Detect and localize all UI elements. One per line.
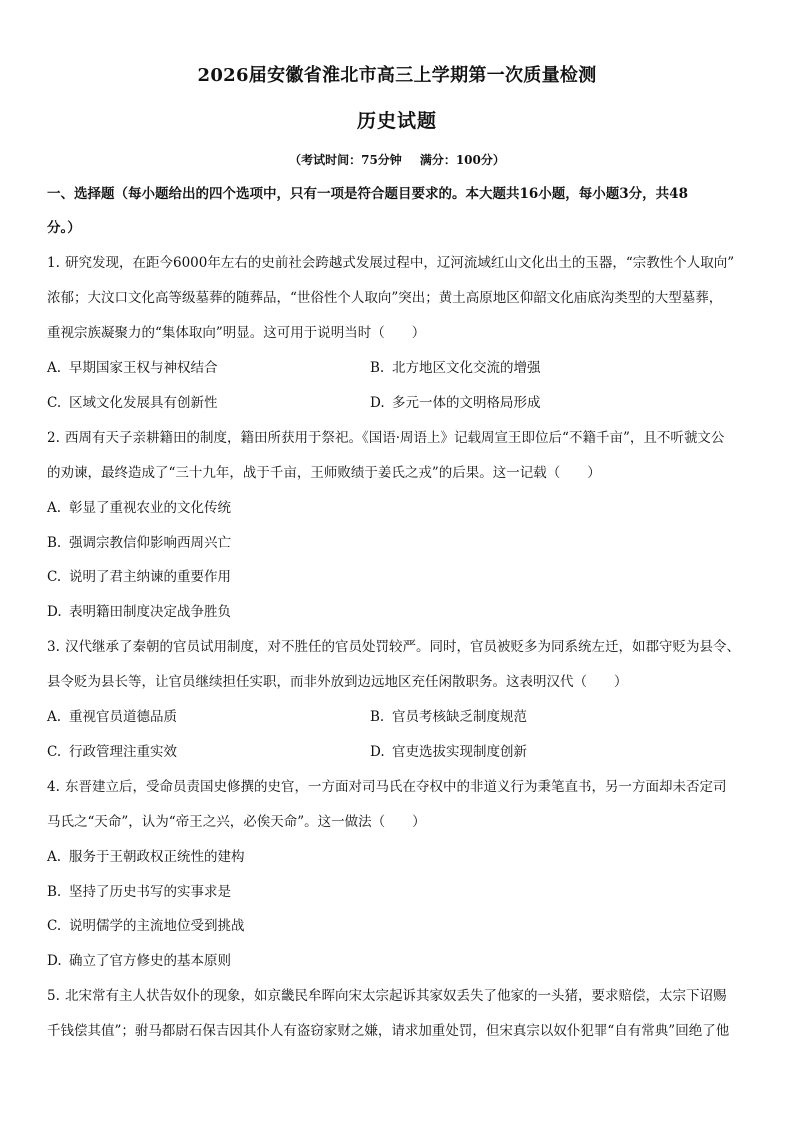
option-text: 早期国家王权与神权结合 — [69, 360, 218, 376]
option-text: 坚持了历史书写的实事求是 — [69, 884, 231, 900]
question-3-line1 — [47, 639, 748, 656]
question-text: 北宋常有主人状告奴仆的现象，如京畿民牟晖向宋太宗起诉其家奴丢失了他家的一头猪，要求赔偿，太宗下诏赐 — [65, 988, 727, 1004]
question-4-line2: 马氏之“天命”，认为“帝王之兴，必俟天命”。这一做法（ ） — [47, 814, 426, 830]
option-letter: D. — [47, 604, 62, 620]
option-text: 说明儒学的主流地位受到挑战 — [69, 918, 245, 934]
option-letter: A. — [47, 500, 62, 516]
option-text: 确立了官方修史的基本原则 — [69, 953, 231, 969]
question-2-option-b — [47, 535, 231, 552]
question-number: 3. — [47, 639, 60, 655]
question-number: 4. — [47, 779, 60, 795]
option-letter: C. — [47, 918, 62, 934]
question-5-line1 — [47, 988, 748, 1005]
exam-title: 2026届安徽省淮北市高三上学期第一次质量检测 — [197, 65, 597, 86]
option-text: 服务于王朝政权正统性的建构 — [69, 849, 245, 865]
option-letter: A. — [47, 360, 62, 376]
question-text: 研究发现，在距今6000年左右的史前社会跨越式发展过程中，辽河流域红山文化出土的玉器，“宗教性个人取向” — [65, 255, 735, 271]
question-3-option-b — [370, 709, 527, 726]
question-5-line2: 千钱偿其值”；驸马都尉石保吉因其仆人有盗窃家财之嫌，请求加重处罚，但宋真宗以奴仆犯罪“自有常典”回绝了他 — [47, 1023, 730, 1039]
exam-score: 满分：100分） — [419, 153, 505, 167]
question-1-option-a — [47, 360, 218, 377]
question-4-line1 — [47, 779, 748, 796]
question-1-option-b — [370, 360, 541, 377]
question-3-line2: 县令贬为县长等，让官员继续担任实职，而非外放到边远地区充任闲散职务。这表明汉代（ ） — [47, 674, 628, 690]
option-text: 强调宗教信仰影响西周兴亡 — [69, 535, 231, 551]
question-1-line2: 浓郁；大汶口文化高等级墓葬的随葬品，“世俗性个人取向”突出；黄土高原地区仰韶文化庙底沟类型的大型墓葬， — [47, 290, 723, 306]
question-text: 东晋建立后，受命员责国史修撰的史官，一方面对司马氏在夺权中的非道义行为秉笔直书，另一方面却未否定司 — [65, 779, 727, 795]
question-number: 2. — [47, 430, 60, 446]
option-letter: C. — [47, 744, 62, 760]
option-text: 官吏选拔实现制度创新 — [392, 744, 527, 760]
option-letter: B. — [370, 709, 385, 725]
question-text: 西周有天子亲耕籍田的制度，籍田所获用于祭祀。《国语·周语上》记载周宣王即位后“不籍千亩”，且不听虢文公 — [65, 430, 725, 446]
option-text: 多元一体的文明格局形成 — [392, 395, 541, 411]
option-text: 表明籍田制度决定战争胜负 — [69, 604, 231, 620]
question-4-option-a — [47, 849, 245, 866]
question-3-option-a — [47, 709, 177, 726]
option-letter: A. — [47, 849, 62, 865]
section-heading-line2: 分。） — [47, 220, 81, 236]
option-letter: B. — [370, 360, 385, 376]
option-text: 行政管理注重实效 — [69, 744, 177, 760]
question-2-option-c — [47, 569, 231, 586]
question-4-option-c — [47, 918, 245, 935]
option-letter: B. — [47, 535, 62, 551]
option-text: 北方地区文化交流的增强 — [392, 360, 541, 376]
option-letter: D. — [370, 395, 385, 411]
question-4-option-d — [47, 953, 231, 970]
exam-time: （考试时间：75分钟 — [289, 153, 402, 167]
option-text: 说明了君主纳谏的重要作用 — [69, 569, 231, 585]
option-text: 重视官员道德品质 — [69, 709, 177, 725]
option-letter: A. — [47, 709, 62, 725]
section-heading-line1: 一、选择题（每小题给出的四个选项中，只有一项是符合题目要求的。本大题共16小题，每小题3分，共48 — [47, 186, 688, 202]
option-letter: D. — [370, 744, 385, 760]
question-2-option-a — [47, 500, 231, 517]
option-letter: C. — [47, 569, 62, 585]
option-letter: B. — [47, 884, 62, 900]
question-1-line3: 重视宗族凝聚力的“集体取向”明显。这可用于说明当时（ ） — [47, 325, 426, 341]
question-text: 汉代继承了秦朝的官员试用制度，对不胜任的官员处罚较严。同时，官员被贬多为同系统左迁，如郡守贬为县令、 — [65, 639, 740, 655]
question-number: 1. — [47, 255, 60, 271]
question-2-option-d — [47, 604, 231, 621]
question-1-option-d — [370, 395, 541, 412]
exam-info — [0, 151, 794, 168]
option-text: 官员考核缺乏制度规范 — [392, 709, 527, 725]
exam-subject: 历史试题 — [356, 110, 437, 132]
option-letter: C. — [47, 395, 62, 411]
question-3-option-d — [370, 744, 527, 761]
question-1-option-c — [47, 395, 218, 412]
question-number: 5. — [47, 988, 60, 1004]
option-text: 彰显了重视农业的文化传统 — [69, 500, 231, 516]
question-2-line2: 的劝谏，最终造成了“三十九年，战于千亩，王师败绩于姜氏之戎”的后果。这一记载（ ） — [47, 465, 601, 481]
option-text: 区域文化发展具有创新性 — [69, 395, 218, 411]
question-2-line1 — [47, 430, 748, 447]
option-letter: D. — [47, 953, 62, 969]
question-3-option-c — [47, 744, 177, 761]
question-1-line1 — [47, 255, 748, 272]
question-4-option-b — [47, 884, 231, 901]
